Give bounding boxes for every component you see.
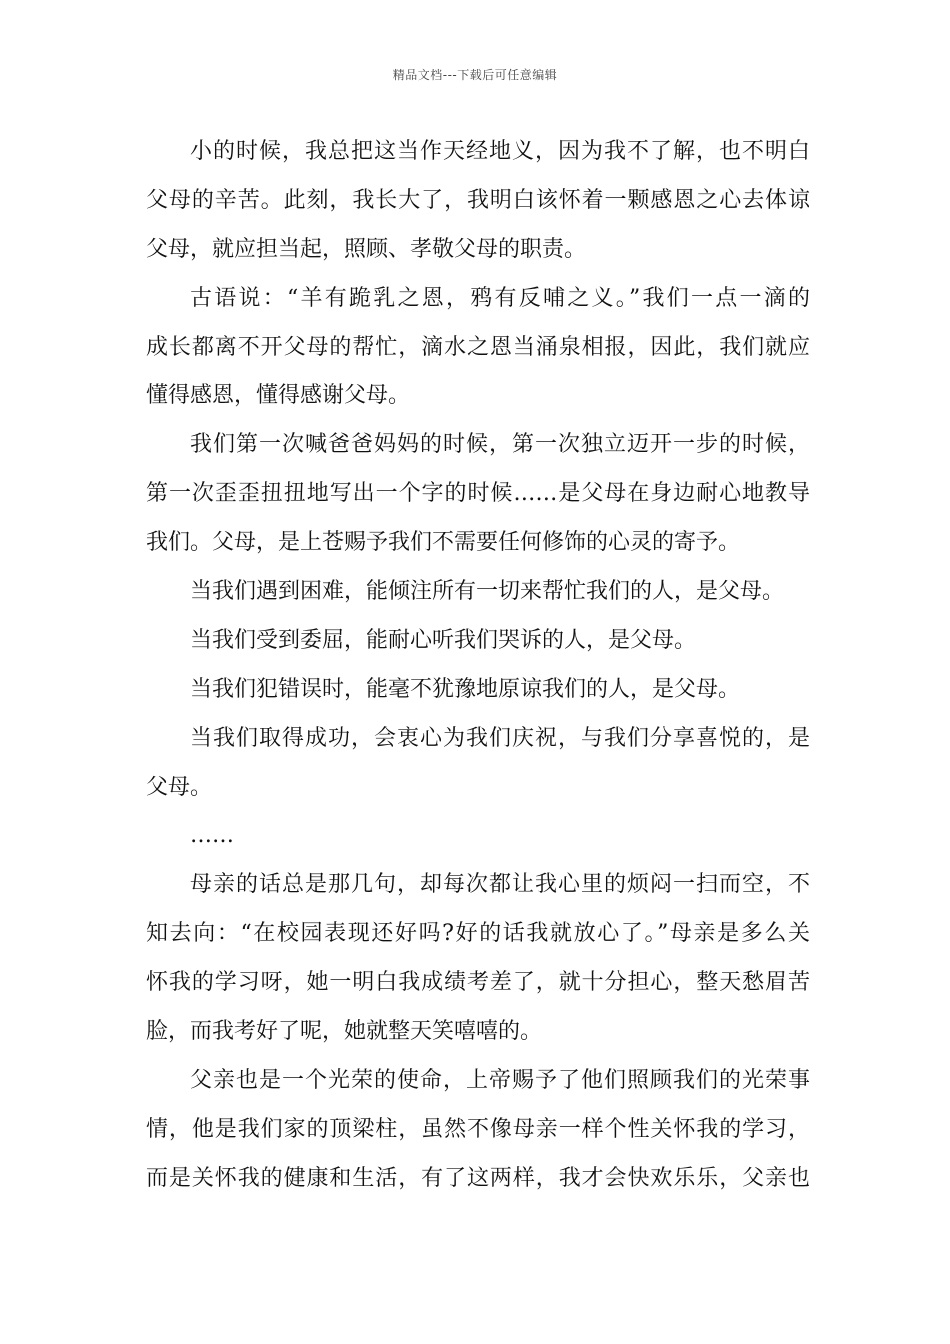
document-body: [146, 128, 810, 1204]
text-line: 情，他是我们家的顶梁柱，虽然不像母亲一样个性关怀我的学习，: [146, 1116, 810, 1142]
page-header: 精品文档---下载后可任意编辑: [392, 68, 558, 82]
text-line: 第一次歪歪扭扭地写出一个字的时候……是父母在身边耐心地教导: [146, 481, 810, 507]
text-line: 怀我的学习呀，她一明白我成绩考差了，就十分担心，整天愁眉苦: [146, 970, 810, 996]
text-line: 知去向：“在校园表现还好吗?好的话我就放心了。”母亲是多么关: [146, 921, 810, 947]
text-line: 父母。: [146, 774, 213, 800]
text-line: 而是关怀我的健康和生活，有了这两样，我才会快欢乐乐，父亲也: [146, 1165, 810, 1191]
text-line: 父亲也是一个光荣的使命，上帝赐予了他们照顾我们的光荣事: [190, 1067, 810, 1093]
text-line: 母亲的话总是那几句，却每次都让我心里的烦闷一扫而空，不: [190, 872, 810, 898]
text-line: 成长都离不开父母的帮忙，滴水之恩当涌泉相报，因此，我们就应: [146, 334, 810, 360]
text-line: 当我们犯错误时，能毫不犹豫地原谅我们的人，是父母。: [190, 676, 741, 702]
text-line: 父母的辛苦。此刻，我长大了，我明白该怀着一颗感恩之心去体谅: [146, 187, 810, 213]
text-line: 我们。父母，是上苍赐予我们不需要任何修饰的心灵的寄予。: [146, 530, 741, 556]
text-line: 懂得感恩，懂得感谢父母。: [146, 383, 411, 409]
text-line: 父母，就应担当起，照顾、孝敬父母的职责。: [146, 236, 587, 262]
text-line: 古语说：“羊有跪乳之恩，鸦有反哺之义。”我们一点一滴的: [190, 285, 810, 311]
text-line: 当我们遇到困难，能倾注所有一切来帮忙我们的人，是父母。: [190, 579, 785, 605]
text-line: 我们第一次喊爸爸妈妈的时候，第一次独立迈开一步的时候，: [190, 432, 810, 458]
text-line: 当我们取得成功，会衷心为我们庆祝，与我们分享喜悦的，是: [190, 725, 810, 751]
text-line: ……: [190, 823, 234, 849]
text-line: 小的时候，我总把这当作天经地义，因为我不了解，也不明白: [190, 139, 810, 164]
text-line: 当我们受到委屈，能耐心听我们哭诉的人，是父母。: [190, 627, 697, 653]
text-line: 脸，而我考好了呢，她就整天笑嘻嘻的。: [146, 1019, 543, 1045]
